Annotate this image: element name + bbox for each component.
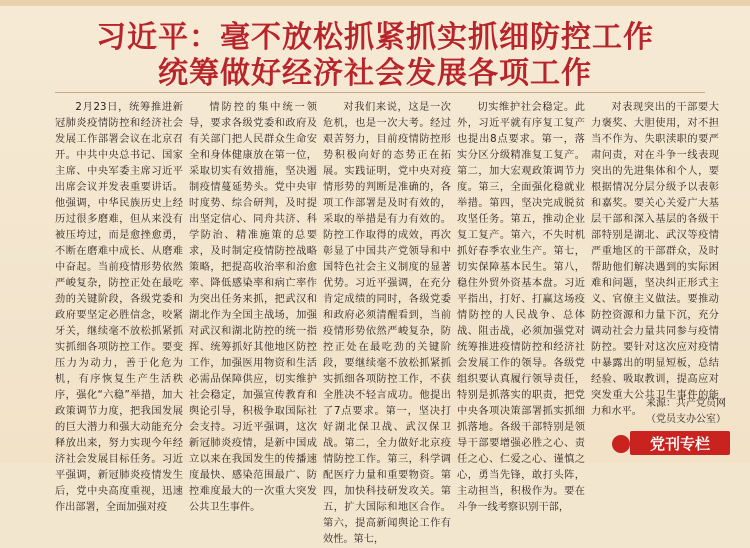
article-source <box>606 396 726 428</box>
headline-line-1: 习近平：毫不放松抓紧抓实抓细防控工作 <box>96 20 654 55</box>
article-column-1 <box>55 100 183 513</box>
article-paragraph: 2月23日，统筹推进新冠肺炎疫情防控和经济社会发展工作部署会议在北京召开。中共中央总书记、国家主席、中央军委主席习近平出席会议并发表重要讲话。他强调，中华民族历史上经历过很多磨难，但从来没有被压垮过，而是愈挫愈勇，不断在磨难中成长、从磨难中奋起。当前疫情形势依然严峻复杂，防控正处在最吃劲的关键阶段，各级党委和政府要坚定必胜信念，咬紧牙关，继续毫不放松抓紧抓实抓细各项防控工作。要变压力为动力，善于化危为机，有序恢复生产生活秩序，强化“六稳”举措，加大政策调节力度，把我国发展的巨大潜力和强大动能充分释放出来，努力实现今年经济社会发展目标任务。习近平强调，新冠肺炎疫情发生后，党中央高度重视，迅速作出部署，全面加强对疫 <box>55 102 183 513</box>
article-paragraph: 对表现突出的干部要大力褒奖、大胆使用，对不担当不作为、失职渎职的要严肃问责，对在斗争一线表现突出的先进集体和个人，要根据情况分层分级予以表彰和嘉奖。要关心关爱广大基层干部和深入基层的各级干部特别是湖北、武汉等疫情严重地区的干部群众，及时帮助他们解决遇到的实际困难和问题，坚决纠正形式主义、官僚主义做法。要推动防控资源和力量下沉，充分调动社会力量共同参与疫情防控。要针对这次应对疫情中暴露出的明显短板，总结经验、吸取教训，提高应对突发重大公共卫生事件的能力和水平。 <box>591 102 719 417</box>
article-column-4 <box>457 100 585 513</box>
top-rule <box>0 0 750 6</box>
article-column-5 <box>591 100 719 440</box>
article-paragraph: 对我们来说，这是一次危机，也是一次大考。经过艰苦努力，目前疫情防控形势积极向好的态势正在拓展。实践证明，党中央对疫情形势的判断是准确的，各项工作部署是及时有效的，采取的举措是有力有效的。防控工作取得的成效，再次彰显了中国共产党领导和中国特色社会主义制度的显著优势。习近平强调，在充分肯定成绩的同时，各级党委和政府必须清醒看到，当前疫情形势依然严峻复杂，防控正处在最吃劲的关键阶段，要继续毫不放松抓紧抓实抓细各项防控工作，不获全胜决不轻言成功。他提出了7点要求。第一，坚决打好湖北保卫战、武汉保卫战。第二，全力做好北京疫情防控工作。第三，科学调配医疗力量和重要物资。第四，加快科技研发攻关。第五，扩大国际和地区合作。第六，提高新闻舆论工作有效性。第七， <box>323 102 451 545</box>
article-paragraph: 情防控的集中统一领导，要求各级党委和政府及有关部门把人民群众生命安全和身体健康放在第一位，采取切实有效措施，坚决遏制疫情蔓延势头。党中央审时度势、综合研判，及时提出坚定信心、同舟共济、科学防治、精准施策的总要求，及时制定疫情防控战略策略，把提高收治率和治愈率、降低感染率和病亡率作为突出任务来抓，把武汉和湖北作为全国主战场，加强对武汉和湖北防控的统一指挥、统筹抓好其他地区防控工作，加强医用物资和生活必需品保障供应，切实维护社会稳定，加强宣传教育和舆论引导，积极争取国际社会支持。习近平强调，这次新冠肺炎疫情，是新中国成立以来在我国发生的传播速度最快、感染范围最广、防控难度最大的一次重大突发公共卫生事件。 <box>189 102 317 513</box>
article-column-2 <box>189 100 317 513</box>
headline <box>0 20 750 92</box>
party-emblem-icon <box>612 435 630 453</box>
headline-line-2: 统筹做好经济社会发展各项工作 <box>158 56 592 91</box>
source-line-1: 来源：共产党员网 <box>646 398 726 409</box>
article-paragraph: 切实维护社会稳定。此外，习近平就有序复工复产也提出8点要求。第一，落实分区分级精准复工复产。第二，加大宏观政策调节力度。第三，全面强化稳就业举措。第四，坚决完成脱贫攻坚任务。第五，推动企业复工复产。第六，不失时机抓好春季农业生产。第七，切实保障基本民生。第八，稳住外贸外资基本盘。习近平指出，打好、打赢这场疫情防控的人民战争、总体战、阻击战，必须加强党对统筹推进疫情防控和经济社会发展工作的领导。各级党组织要认真履行领导责任，特别是抓落实的职责，把党中央各项决策部署抓实抓细抓落地。各级干部特别是领导干部要增强必胜之心、责任之心、仁爱之心、谨慎之心，勇当先锋，敢打头阵，主动担当，积极作为。要在斗争一线考察识别干部， <box>457 102 585 513</box>
headline-divider <box>55 92 705 93</box>
column-badge: 党刊专栏 <box>630 431 730 455</box>
article-column-3 <box>323 100 451 545</box>
source-line-2: （党员支办公室） <box>646 414 726 425</box>
